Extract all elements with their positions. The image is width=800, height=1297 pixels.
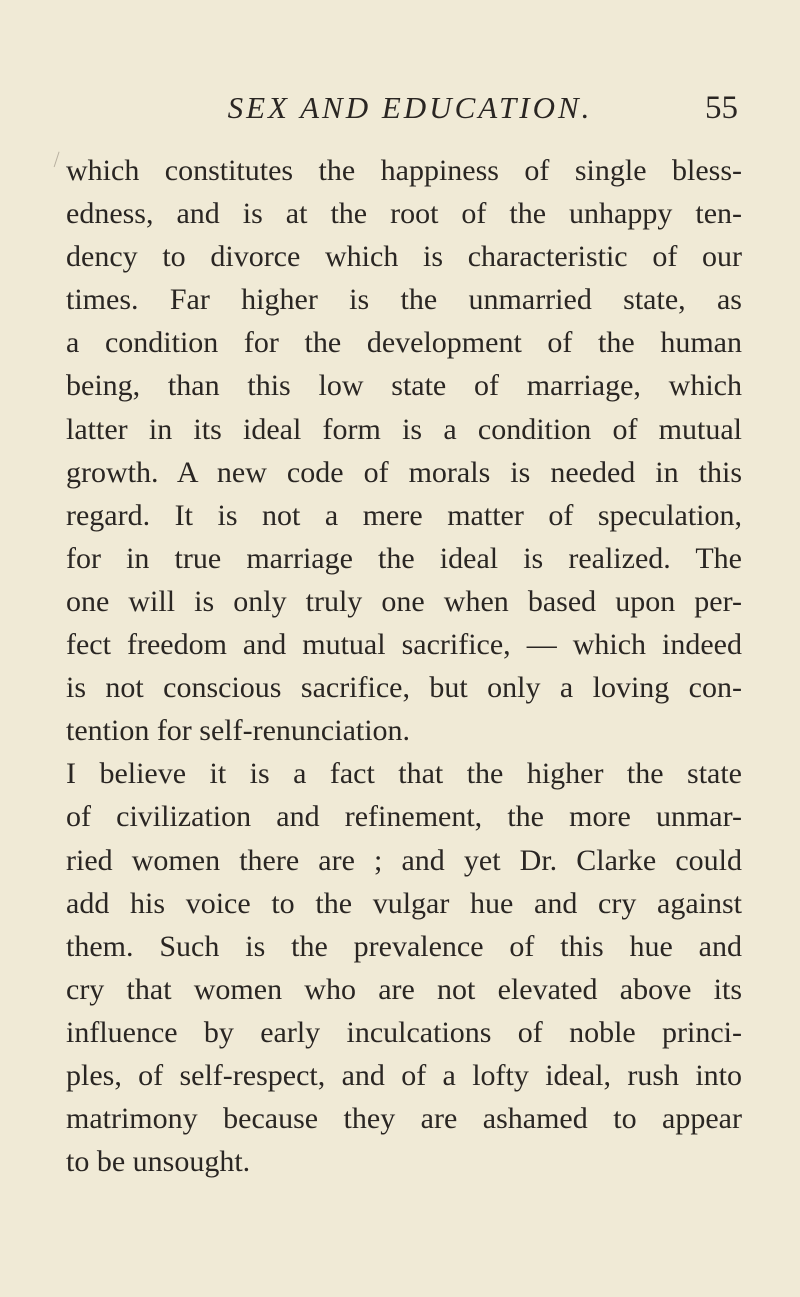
text-line: edness, and is at the root of the unhappy ten- (66, 197, 742, 231)
text-line: to be unsought. (66, 1145, 251, 1179)
text-line: ples, of self-respect, and of a lofty ideal, rush into (66, 1058, 742, 1092)
page-number: 55 (705, 90, 738, 126)
text-line: influence by early inculcations of noble princi- (66, 1015, 742, 1049)
text-line: tention for self-renunciation. (66, 714, 411, 748)
paragraph-2 (66, 752, 742, 1183)
text-line: dency to divorce which is characteristic of our (66, 240, 742, 274)
text-line: growth. A new code of morals is needed in this (66, 455, 742, 489)
running-head (190, 88, 750, 128)
text-line: fect freedom and mutual sacrifice, — which indeed (66, 628, 742, 662)
text-line: one will is only truly one when based upon per- (66, 584, 742, 618)
text-line: I believe it is a fact that the higher the state (66, 757, 742, 791)
text-line: add his voice to the vulgar hue and cry against (66, 886, 742, 920)
text-line: latter in its ideal form is a condition of mutual (66, 412, 742, 446)
text-line: is not conscious sacrifice, but only a loving con- (66, 671, 742, 705)
text-line: cry that women who are not elevated above its (66, 972, 742, 1006)
text-line: ried women there are ; and yet Dr. Clarke could (66, 843, 742, 877)
text-line: a condition for the development of the human (66, 326, 742, 360)
paragraph-1 (66, 149, 742, 752)
running-title: SEX AND EDUCATION. (227, 90, 593, 125)
text-line: matrimony because they are ashamed to appear (66, 1102, 742, 1136)
body-text (66, 149, 742, 1183)
text-line: which constitutes the happiness of single bless- (66, 154, 742, 187)
text-line: for in true marriage the ideal is realized. The (66, 541, 742, 575)
pencil-mark (54, 152, 64, 169)
text-line: them. Such is the prevalence of this hue and (66, 929, 742, 963)
text-line: being, than this low state of marriage, which (66, 369, 742, 403)
text-line: of civilization and refinement, the more unmar- (66, 800, 742, 834)
text-line: times. Far higher is the unmarried state, as (66, 283, 742, 317)
text-line: regard. It is not a mere matter of speculation, (66, 498, 742, 532)
